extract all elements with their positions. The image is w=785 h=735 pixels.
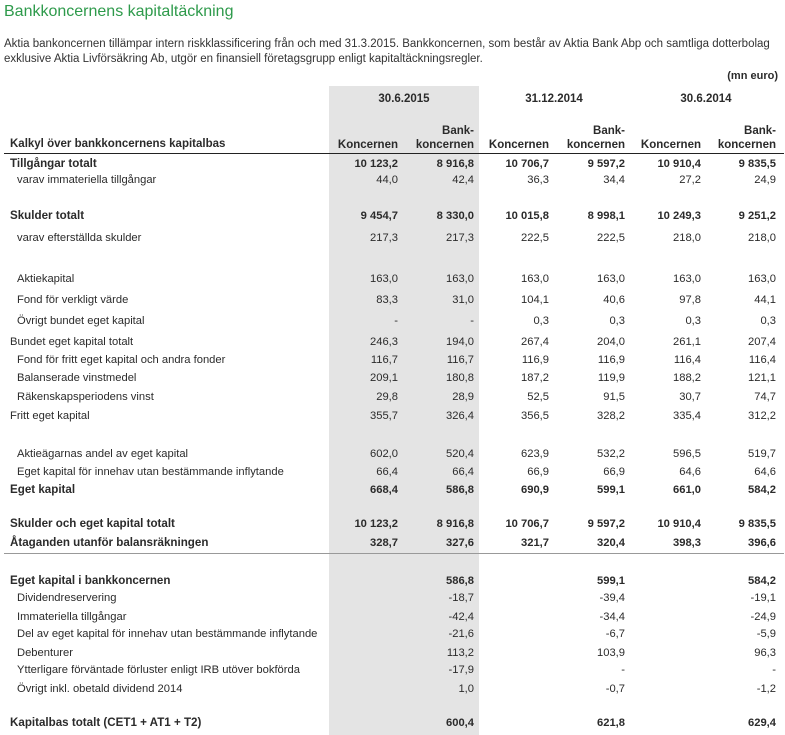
row-value: 9 835,5 [738, 158, 776, 170]
row-value: 222,5 [597, 232, 625, 244]
row-label: Bundet eget kapital totalt [10, 336, 134, 348]
row-value: 121,1 [748, 372, 776, 384]
row-value: 116,4 [748, 354, 776, 366]
row-label: Räkenskapsperiodens vinst [17, 391, 154, 403]
row-value: 66,9 [603, 466, 625, 478]
col-header-bank-line2: koncernen [415, 139, 474, 151]
row-value: 163,0 [446, 273, 474, 285]
row-value: 10 706,7 [505, 158, 549, 170]
row-value: -6,7 [605, 628, 625, 640]
row-value: 328,2 [597, 410, 625, 422]
row-value: 661,0 [673, 484, 701, 496]
row-value: 690,9 [521, 484, 549, 496]
row-value: 116,7 [446, 354, 474, 366]
col-header-koncernen: Koncernen [488, 139, 549, 151]
row-value: 321,7 [521, 537, 549, 549]
row-value: 40,6 [603, 294, 625, 306]
table-row [0, 313, 785, 329]
row-label: Eget kapital för innehav utan bestämmande inflytande [17, 466, 284, 478]
row-value: 328,7 [370, 537, 398, 549]
row-value: 398,3 [673, 537, 701, 549]
row-label: Balanserade vinstmedel [17, 372, 137, 384]
table-row [0, 590, 785, 606]
row-value: 9 454,7 [360, 210, 398, 222]
row-value: 24,9 [754, 174, 776, 186]
row-value: 9 597,2 [587, 158, 625, 170]
table-row [0, 609, 785, 625]
row-label: Övrigt bundet eget kapital [17, 315, 145, 327]
row-value: 44,0 [376, 174, 398, 186]
period-header-2: 31.12.2014 [525, 93, 583, 105]
row-value: 42,4 [452, 174, 474, 186]
table-row [0, 208, 785, 224]
table-row [0, 573, 785, 589]
period-header-3: 30.6.2014 [680, 93, 732, 105]
row-label: Dividendreservering [17, 592, 117, 604]
row-value: 163,0 [521, 273, 549, 285]
table-heading: Kalkyl över bankkoncernens kapitalbas [10, 138, 226, 150]
row-value: 103,9 [597, 647, 625, 659]
table-row [0, 334, 785, 350]
row-value: -1,2 [756, 683, 776, 695]
row-value: 9 251,2 [738, 210, 776, 222]
row-value: 10 706,7 [505, 518, 549, 530]
row-value: 204,0 [597, 336, 625, 348]
row-value: 326,4 [446, 410, 474, 422]
row-value: 621,8 [597, 717, 625, 729]
row-value: 217,3 [370, 232, 398, 244]
table-row [0, 516, 785, 532]
row-value: 113,2 [446, 647, 474, 659]
row-value: 355,7 [370, 410, 398, 422]
row-value: 104,1 [521, 294, 549, 306]
row-value: 629,4 [748, 717, 776, 729]
row-value: -19,1 [750, 592, 776, 604]
table-row [0, 370, 785, 386]
row-value: 180,8 [446, 372, 474, 384]
row-label: varav efterställda skulder [17, 232, 142, 244]
table-row [0, 464, 785, 480]
row-value: - [470, 315, 474, 327]
table-row [0, 408, 785, 424]
row-value: - [394, 315, 398, 327]
row-value: 28,9 [452, 391, 474, 403]
row-value: 396,6 [748, 537, 776, 549]
row-value: -0,7 [605, 683, 625, 695]
row-value: 34,4 [603, 174, 625, 186]
row-value: 116,4 [673, 354, 701, 366]
row-value: 312,2 [748, 410, 776, 422]
row-value: 623,9 [521, 448, 549, 460]
row-value: -34,4 [599, 611, 625, 623]
unit-label: (mn euro) [727, 70, 778, 82]
row-value: 599,1 [597, 484, 625, 496]
row-label: Skulder och eget kapital totalt [10, 517, 175, 530]
row-label: Fritt eget kapital [10, 410, 90, 422]
row-value: 96,3 [754, 647, 776, 659]
row-label: Debenturer [17, 647, 73, 659]
row-value: 1,0 [458, 683, 474, 695]
col-header-bank [706, 124, 776, 152]
col-header-bank-line2: koncernen [717, 139, 776, 151]
row-value: 532,2 [597, 448, 625, 460]
row-value: 9 597,2 [587, 518, 625, 530]
row-value: 8 916,8 [436, 518, 474, 530]
row-value: 596,5 [673, 448, 701, 460]
row-value: 584,2 [748, 575, 776, 587]
row-value: 10 123,2 [354, 518, 398, 530]
intro-paragraph: Aktia bankoncernen tillämpar intern riskklassificering från och med 31.3.2015. Bankkoncernen, som består av Aktia Bank Abp och samtliga dotterbolag exklusive Aktia Livförsäkring Ab, utgör en finansiell företagsgrupp enligt kapitaltäckningsregler. [4, 38, 770, 65]
row-value: 217,3 [446, 232, 474, 244]
row-value: 119,9 [597, 372, 625, 384]
row-value: 246,3 [370, 336, 398, 348]
row-value: 64,6 [679, 466, 701, 478]
col-header-bank-line2: koncernen [566, 139, 625, 151]
table-row [0, 352, 785, 368]
row-value: 74,7 [754, 391, 776, 403]
row-value: 194,0 [446, 336, 474, 348]
col-header-koncernen: Koncernen [640, 139, 701, 151]
row-label: Kapitalbas totalt (CET1 + AT1 + T2) [10, 716, 202, 729]
section-rule [4, 553, 784, 554]
row-label: Eget kapital i bankkoncernen [10, 574, 171, 587]
row-value: 586,8 [446, 484, 474, 496]
row-value: 36,3 [527, 174, 549, 186]
row-label: Åtaganden utanför balansräkningen [10, 536, 209, 549]
row-value: 29,8 [376, 391, 398, 403]
row-value: 10 015,8 [505, 210, 549, 222]
table-row [0, 156, 785, 172]
row-value: 97,8 [679, 294, 701, 306]
col-header-bank-line1: Bank- [744, 125, 776, 137]
table-row [0, 681, 785, 697]
col-header-bank [555, 124, 625, 152]
row-value: 602,0 [370, 448, 398, 460]
row-label: Eget kapital [10, 483, 76, 496]
row-value: 10 910,4 [657, 158, 701, 170]
row-value: 8 330,0 [436, 210, 474, 222]
col-header-bank-line1: Bank- [593, 125, 625, 137]
row-value: 163,0 [597, 273, 625, 285]
row-value: 218,0 [673, 232, 701, 244]
row-value: -17,9 [448, 664, 474, 676]
row-value: 10 910,4 [657, 518, 701, 530]
period-header-1: 30.6.2015 [378, 93, 430, 105]
row-value: -42,4 [448, 611, 474, 623]
col-header-koncernen: Koncernen [337, 139, 398, 151]
table-row [0, 230, 785, 246]
row-value: -18,7 [448, 592, 474, 604]
table-row [0, 662, 785, 678]
table-row [0, 535, 785, 551]
row-value: 44,1 [754, 294, 776, 306]
row-value: 64,6 [754, 466, 776, 478]
row-value: 222,5 [521, 232, 549, 244]
row-value: 261,1 [673, 336, 701, 348]
row-value: 584,2 [748, 484, 776, 496]
table-row [0, 292, 785, 308]
row-value: 66,9 [527, 466, 549, 478]
table-row [0, 446, 785, 462]
table-row [0, 482, 785, 498]
row-label: Skulder totalt [10, 209, 85, 222]
row-label: Immateriella tillgångar [17, 611, 127, 623]
row-value: 163,0 [673, 273, 701, 285]
row-value: 520,4 [446, 448, 474, 460]
table-row [0, 271, 785, 287]
row-value: 10 123,2 [354, 158, 398, 170]
row-value: 356,5 [521, 410, 549, 422]
row-value: 30,7 [679, 391, 701, 403]
table-row [0, 172, 785, 188]
row-label: varav immateriella tillgångar [17, 174, 157, 186]
row-value: 209,1 [370, 372, 398, 384]
row-value: 599,1 [597, 575, 625, 587]
row-value: 0,3 [533, 315, 549, 327]
row-value: 600,4 [446, 717, 474, 729]
row-label: Aktiekapital [17, 273, 75, 285]
row-value: 218,0 [748, 232, 776, 244]
row-value: 83,3 [376, 294, 398, 306]
row-value: 0,3 [609, 315, 625, 327]
row-value: -39,4 [599, 592, 625, 604]
row-value: 327,6 [446, 537, 474, 549]
row-value: - [772, 664, 776, 676]
row-value: 116,9 [521, 354, 549, 366]
row-value: 163,0 [748, 273, 776, 285]
page-title: Bankkoncernens kapitaltäckning [4, 3, 234, 20]
row-value: - [621, 664, 625, 676]
col-header-bank-line1: Bank- [442, 125, 474, 137]
row-label: Del av eget kapital för innehav utan bestämmande inflytande [17, 628, 318, 640]
table-row [0, 645, 785, 661]
row-value: 66,4 [376, 466, 398, 478]
row-value: 267,4 [521, 336, 549, 348]
header-rule [4, 153, 784, 154]
table-row [0, 715, 785, 731]
row-value: 27,2 [679, 174, 701, 186]
row-value: 8 916,8 [436, 158, 474, 170]
row-label: Ytterligare förväntade förluster enligt IRB utöver bokförda [17, 664, 300, 676]
row-value: 163,0 [370, 273, 398, 285]
row-value: 0,3 [760, 315, 776, 327]
row-value: 188,2 [673, 372, 701, 384]
row-label: Fond för fritt eget kapital och andra fonder [17, 354, 226, 366]
col-header-bank [404, 124, 474, 152]
row-value: -21,6 [448, 628, 474, 640]
row-value: 668,4 [370, 484, 398, 496]
row-value: 335,4 [673, 410, 701, 422]
row-value: 9 835,5 [738, 518, 776, 530]
row-value: 187,2 [521, 372, 549, 384]
row-value: 8 998,1 [587, 210, 625, 222]
row-value: 116,9 [597, 354, 625, 366]
row-value: -24,9 [750, 611, 776, 623]
row-value: 31,0 [452, 294, 474, 306]
row-label: Tillgångar totalt [10, 157, 97, 170]
table-row [0, 389, 785, 405]
row-value: 207,4 [748, 336, 776, 348]
row-value: -5,9 [756, 628, 776, 640]
row-label: Aktieägarnas andel av eget kapital [17, 448, 189, 460]
row-label: Fond för verkligt värde [17, 294, 129, 306]
row-value: 116,7 [370, 354, 398, 366]
row-value: 320,4 [597, 537, 625, 549]
row-value: 66,4 [452, 466, 474, 478]
row-value: 586,8 [446, 575, 474, 587]
row-value: 519,7 [748, 448, 776, 460]
row-label: Övrigt inkl. obetald dividend 2014 [17, 683, 183, 695]
row-value: 10 249,3 [657, 210, 701, 222]
row-value: 52,5 [527, 391, 549, 403]
table-row [0, 626, 785, 642]
row-value: 91,5 [603, 391, 625, 403]
row-value: 0,3 [685, 315, 701, 327]
